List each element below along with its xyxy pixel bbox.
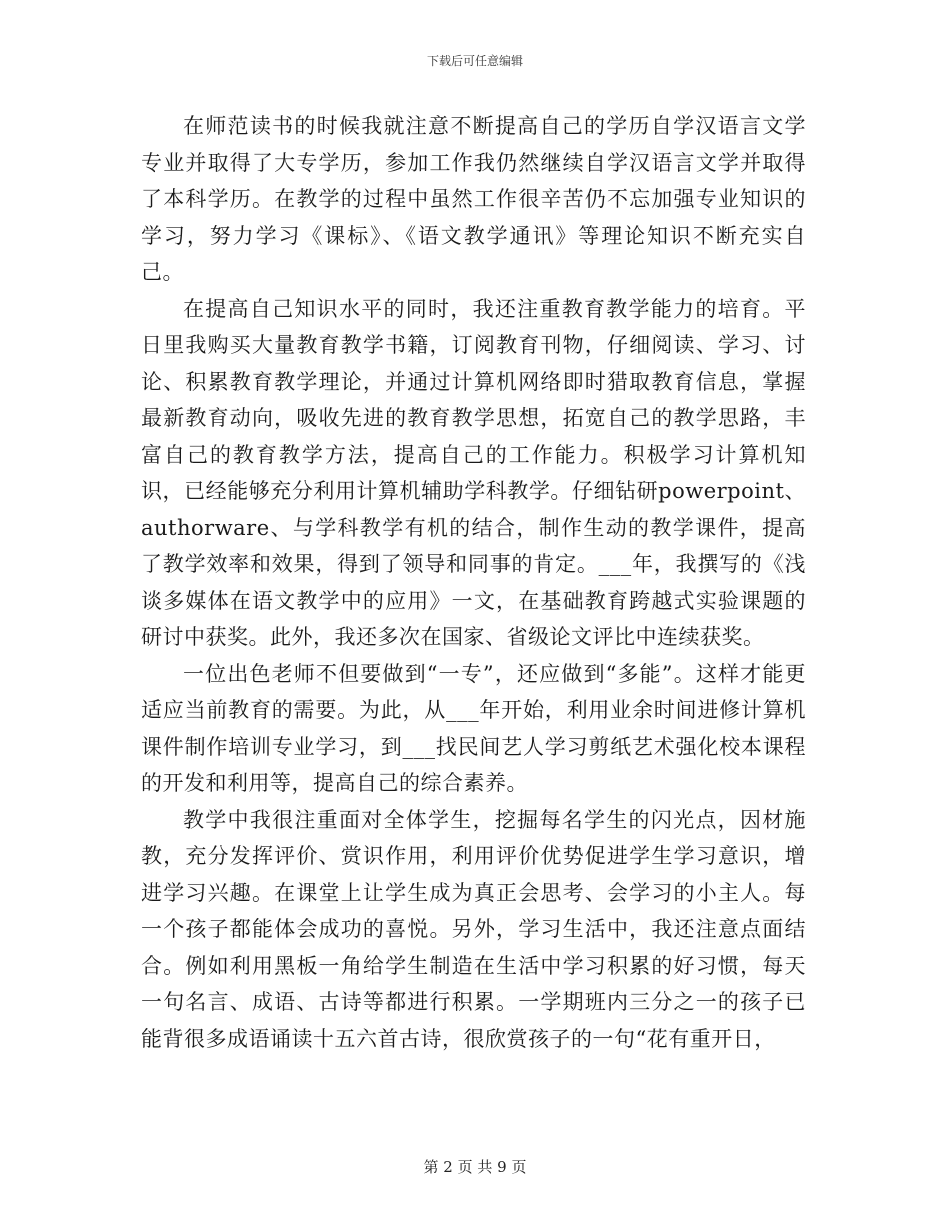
paragraph-3: 一位出色老师不但要做到“一专”，还应做到“多能”。这样才能更适应当前教育的需要。为此，从___年开始，利用业余时间进修计算机课件制作培训专业学习，到___找民间艺人学习剪纸艺术强化校本课程的开发和利用等，提高自己的综合素养。	[141, 661, 806, 795]
paragraph-1: 在师范读书的时候我就注意不断提高自己的学历自学汉语言文学专业并取得了大专学历，参加工作我仍然继续自学汉语言文学并取得了本科学历。在教学的过程中虽然工作很辛苦仍不忘加强专业知识的学习，努力学习《课标》、《语文教学通讯》等理论知识不断充实自己。	[141, 114, 806, 284]
document-body	[141, 108, 806, 1057]
paragraph-4: 教学中我很注重面对全体学生，挖掘每名学生的闪光点，因材施教，充分发挥评价、赏识作用，利用评价优势促进学生学习意识，增进学习兴趣。在课堂上让学生成为真正会思考、会学习的小主人。每一个孩子都能体会成功的喜悦。另外，学习生活中，我还注意点面结合。例如利用黑板一角给学生制造在生活中学习积累的好习惯，每天一句名言、成语、古诗等都进行积累。一学期班内三分之一的孩子已能背很多成语诵读十五六首古诗，很欣赏孩子的一句“花有重开日，	[141, 807, 806, 1051]
page-footer: 第 2 页 共 9 页	[423, 1158, 527, 1176]
page-header: 下载后可任意编辑	[426, 54, 523, 68]
paragraph-2: 在提高自己知识水平的同时，我还注重教育教学能力的培育。平日里我购买大量教育教学书籍，订阅教育刊物，仔细阅读、学习、讨论、积累教育教学理论，并通过计算机网络即时猎取教育信息，掌握最新教育动向，吸收先进的教育教学思想，拓宽自己的教学思路，丰富自己的教育教学方法，提高自己的工作能力。积极学习计算机知识，已经能够充分利用计算机辅助学科教学。仔细钻研powerpoint、authorware、与学科教学有机的结合，制作生动的教学课件，提高了教学效率和效果，得到了领导和同事的肯定。___年，我撰写的《浅谈多媒体在语文教学中的应用》一文，在基础教育跨越式实验课题的研讨中获奖。此外，我还多次在国家、省级论文评比中连续获奖。	[141, 296, 806, 649]
